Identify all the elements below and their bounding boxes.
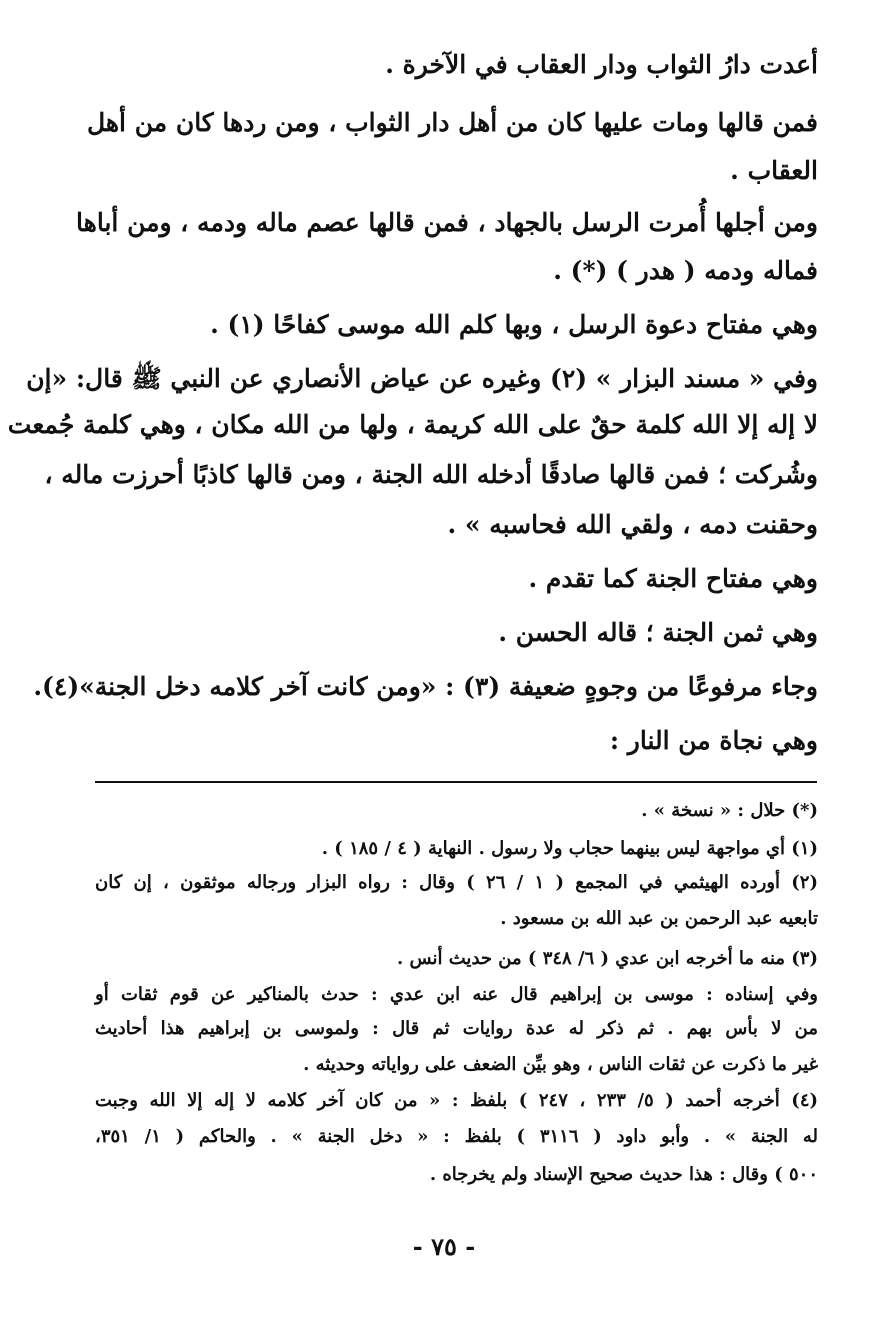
body-text-line: وفي « مسند البزار » (٢) وغيره عن عياض الأنصاري عن النبي ﷺ قال: «إن	[26, 364, 818, 393]
footnote-line: (٣) منه ما أخرجه ابن عدي ( ٦/ ٣٤٨ ) من حديث أنس .	[397, 948, 818, 969]
footnote-line: (٢) أورده الهيثمي في المجمع ( ١ / ٢٦ ) وقال : رواه البزار ورجاله موثقون ، إن كان	[95, 872, 818, 893]
body-text-line: ومن أجلها أُمرت الرسل بالجهاد ، فمن قالها عصم ماله ودمه ، ومن أباها	[76, 208, 818, 237]
body-text-line: وهي مفتاح الجنة كما تقدم .	[528, 564, 818, 593]
footnote-line: ٥٠٠ ) وقال : هذا حديث صحيح الإسناد ولم يخرجاه .	[429, 1164, 818, 1185]
body-text-line: فمن قالها ومات عليها كان من أهل دار الثواب ، ومن ردها كان من أهل	[86, 108, 818, 137]
footnote-line: له الجنة » . وأبو داود ( ٣١١٦ ) بلفظ : « دخل الجنة » . والحاكم ( ١/ ٣٥١،	[95, 1126, 819, 1147]
footnote-separator	[95, 781, 817, 783]
footnote-line: وفي إسناده : موسى بن إبراهيم قال عنه ابن عدي : حدث بالمناكير عن قوم ثقات أو	[95, 984, 818, 1005]
footnote-line: (١) أي مواجهة ليس بينهما حجاب ولا رسول . النهاية ( ٤ / ١٨٥ ) .	[321, 838, 818, 859]
body-text-line: أعدت دارُ الثواب ودار العقاب في الآخرة .	[385, 50, 818, 79]
body-text-line: وهي نجاة من النار :	[609, 726, 818, 755]
footnote-line: من لا بأس بهم . ثم ذكر له عدة روايات ثم قال : ولموسى بن إبراهيم هذا أحاديث	[95, 1018, 818, 1039]
body-text-line: وجاء مرفوعًا من وجوهٍ ضعيفة (٣) : «ومن كانت آخر كلامه دخل الجنة»(٤).	[33, 672, 818, 701]
body-text-line: وهي مفتاح دعوة الرسل ، وبها كلم الله موسى كفاحًا (١) .	[210, 310, 818, 339]
page-number: - ٧٥ -	[412, 1232, 476, 1261]
footnote-line: غير ما ذكرت عن ثقات الناس ، وهو بيِّن الضعف على رواياته وحديثه .	[303, 1054, 818, 1075]
body-text-line: وشُركت ؛ فمن قالها صادقًا أدخله الله الجنة ، ومن قالها كاذبًا أحرزت ماله ،	[44, 460, 818, 489]
footnote-line: (*) حلال : « نسخة » .	[641, 800, 818, 821]
body-text-line: وحقنت دمه ، ولقي الله فحاسبه » .	[447, 510, 818, 539]
body-text-line: العقاب .	[730, 156, 818, 185]
body-text-line: لا إله إلا الله كلمة حقٌ على الله كريمة ، ولها من الله مكان ، وهي كلمة جُمعت	[7, 410, 818, 439]
body-text-line: وهي ثمن الجنة ؛ قاله الحسن .	[498, 618, 818, 647]
body-text-line: فماله ودمه ( هدر ) (*) .	[553, 256, 818, 285]
footnote-line: (٤) أخرجه أحمد ( ٥/ ٢٣٣ ، ٢٤٧ ) بلفظ : « من كان آخر كلامه لا إله إلا الله وجبت	[95, 1090, 819, 1111]
footnote-line: تابعيه عبد الرحمن بن عبد الله بن مسعود .	[500, 908, 818, 929]
